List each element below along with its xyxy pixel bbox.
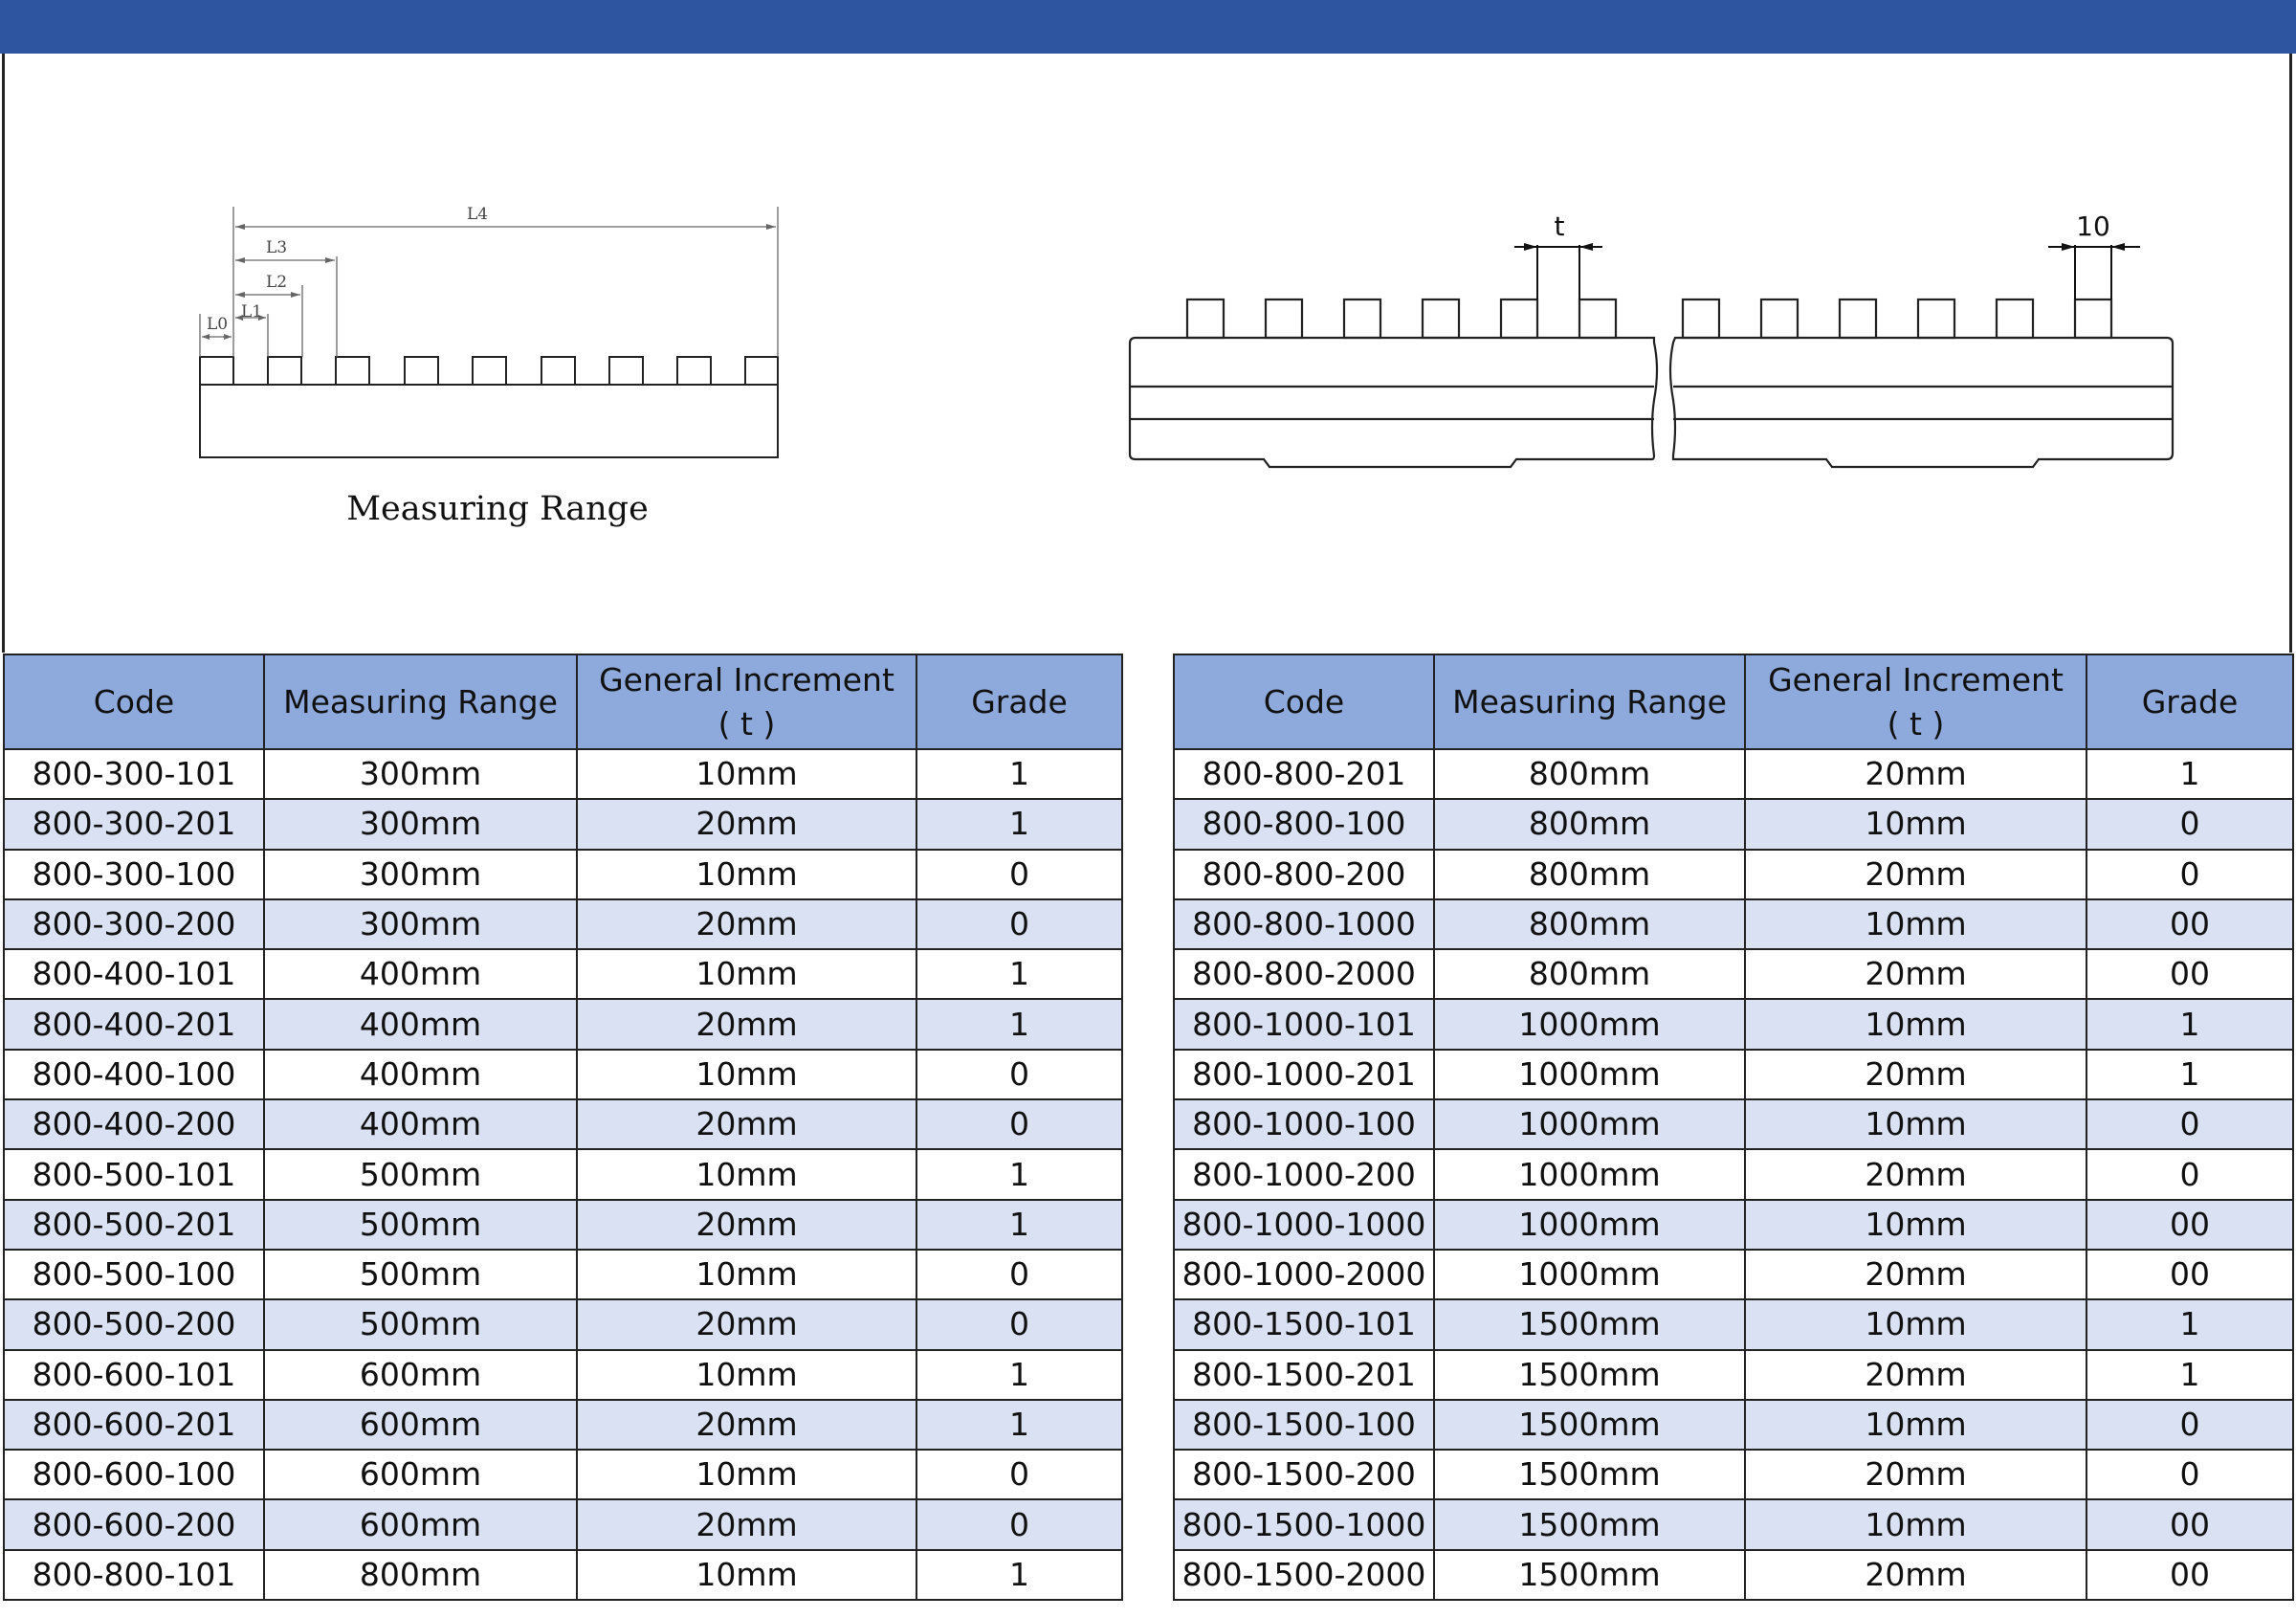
table-row (1174, 1450, 2293, 1499)
table-row (4, 1450, 1122, 1499)
cell-code: 800-500-101 (4, 1149, 264, 1199)
cell-measuring-range: 600mm (264, 1499, 577, 1549)
cell-increment: 10mm (577, 1250, 916, 1299)
cell-code: 800-500-201 (4, 1200, 264, 1250)
cell-measuring-range: 300mm (264, 850, 577, 899)
cell-grade: 1 (2086, 749, 2293, 799)
measuring-range-diagram (200, 357, 778, 457)
header-general-increment-label: General Increment (1768, 660, 2064, 698)
dim-label-l3: L3 (265, 238, 288, 257)
diagram-caption: Measuring Range (346, 490, 649, 528)
cell-code: 800-800-1000 (1174, 899, 1434, 949)
cell-measuring-range: 1000mm (1434, 1149, 1745, 1199)
cell-measuring-range: 1000mm (1434, 1050, 1745, 1099)
scale-bar-diagram (1130, 299, 2173, 467)
cell-grade: 0 (916, 1299, 1122, 1349)
cell-grade: 0 (916, 1499, 1122, 1549)
cell-increment: 10mm (1745, 799, 2086, 849)
cell-code: 800-500-100 (4, 1250, 264, 1299)
header-general-increment-label: General Increment (599, 660, 894, 698)
cell-measuring-range: 800mm (1434, 949, 1745, 999)
table-row (4, 1350, 1122, 1400)
cell-increment: 20mm (577, 999, 916, 1049)
cell-increment: 10mm (577, 749, 916, 799)
cell-grade: 0 (916, 1099, 1122, 1149)
cell-measuring-range: 600mm (264, 1400, 577, 1450)
cell-increment: 10mm (1745, 1099, 2086, 1149)
header-measuring-range: Measuring Range (264, 654, 577, 749)
cell-increment: 10mm (1745, 1499, 2086, 1549)
cell-measuring-range: 1500mm (1434, 1350, 1745, 1400)
cell-code: 800-800-200 (1174, 850, 1434, 899)
cell-grade: 00 (2086, 1550, 2293, 1600)
header-bar (0, 0, 2296, 54)
table-row (1174, 1050, 2293, 1099)
header-increment-unit: ( t ) (718, 704, 776, 743)
cell-increment: 20mm (577, 899, 916, 949)
dim-label-l4: L4 (466, 205, 489, 224)
cell-code: 800-1500-200 (1174, 1450, 1434, 1499)
cell-code: 800-1000-2000 (1174, 1250, 1434, 1299)
cell-code: 800-1500-2000 (1174, 1550, 1434, 1600)
cell-grade: 1 (916, 1550, 1122, 1600)
diagram-area (2, 54, 2292, 653)
table-row (4, 1099, 1122, 1149)
cell-grade: 1 (916, 999, 1122, 1049)
table-row (1174, 1200, 2293, 1250)
cell-measuring-range: 800mm (1434, 799, 1745, 849)
cell-code: 800-1500-1000 (1174, 1499, 1434, 1549)
cell-code: 800-800-100 (1174, 799, 1434, 849)
table-row (1174, 1550, 2293, 1600)
dim-label-t: t (1554, 211, 1565, 242)
cell-increment: 10mm (577, 1149, 916, 1199)
table-row (4, 1250, 1122, 1299)
cell-grade: 0 (2086, 850, 2293, 899)
cell-grade: 00 (2086, 949, 2293, 999)
cell-measuring-range: 1000mm (1434, 999, 1745, 1049)
cell-measuring-range: 1500mm (1434, 1499, 1745, 1549)
cell-code: 800-400-200 (4, 1099, 264, 1149)
cell-increment: 20mm (577, 799, 916, 849)
cell-code: 800-600-200 (4, 1499, 264, 1549)
spec-table-left (3, 654, 1123, 1601)
cell-code: 800-1000-201 (1174, 1050, 1434, 1099)
table-row (1174, 1400, 2293, 1450)
cell-increment: 20mm (1745, 949, 2086, 999)
cell-increment: 20mm (577, 1499, 916, 1549)
cell-code: 800-1500-100 (1174, 1400, 1434, 1450)
header-general-increment (577, 654, 916, 749)
header-measuring-range: Measuring Range (1434, 654, 1745, 749)
cell-grade: 1 (916, 1400, 1122, 1450)
dimension-arrows (202, 224, 776, 340)
table-row (4, 949, 1122, 999)
cell-grade: 0 (916, 1250, 1122, 1299)
table-row (1174, 949, 2293, 999)
table-row (4, 850, 1122, 899)
table-row (4, 1050, 1122, 1099)
cell-code: 800-800-201 (1174, 749, 1434, 799)
cell-measuring-range: 1000mm (1434, 1200, 1745, 1250)
cell-measuring-range: 1500mm (1434, 1400, 1745, 1450)
table-row (4, 899, 1122, 949)
cell-increment: 20mm (577, 1299, 916, 1349)
table-row (1174, 1149, 2293, 1199)
cell-grade: 0 (916, 850, 1122, 899)
cell-increment: 20mm (1745, 749, 2086, 799)
cell-increment: 20mm (1745, 1550, 2086, 1600)
cell-measuring-range: 500mm (264, 1299, 577, 1349)
header-grade: Grade (916, 654, 1122, 749)
table-row (1174, 1499, 2293, 1549)
cell-increment: 20mm (1745, 850, 2086, 899)
cell-increment: 10mm (1745, 999, 2086, 1049)
dim-label-10: 10 (2076, 211, 2110, 242)
cell-measuring-range: 400mm (264, 949, 577, 999)
table-row (4, 999, 1122, 1049)
cell-measuring-range: 600mm (264, 1350, 577, 1400)
scale-diagrams (5, 54, 2289, 653)
cell-grade: 00 (2086, 1499, 2293, 1549)
cell-increment: 10mm (577, 1450, 916, 1499)
cell-increment: 20mm (1745, 1350, 2086, 1400)
cell-grade: 00 (2086, 1200, 2293, 1250)
spec-table-right (1173, 654, 2294, 1601)
cell-measuring-range: 1500mm (1434, 1450, 1745, 1499)
cell-grade: 0 (2086, 799, 2293, 849)
table-row (4, 1550, 1122, 1600)
cell-increment: 10mm (1745, 1400, 2086, 1450)
table-row (1174, 749, 2293, 799)
cell-grade: 1 (916, 1200, 1122, 1250)
cell-increment: 20mm (1745, 1149, 2086, 1199)
cell-code: 800-800-101 (4, 1550, 264, 1600)
table-row (4, 749, 1122, 799)
cell-measuring-range: 800mm (1434, 850, 1745, 899)
cell-measuring-range: 1500mm (1434, 1550, 1745, 1600)
cell-increment: 10mm (1745, 1299, 2086, 1349)
cell-code: 800-600-100 (4, 1450, 264, 1499)
cell-measuring-range: 400mm (264, 999, 577, 1049)
table-row (1174, 999, 2293, 1049)
cell-measuring-range: 500mm (264, 1250, 577, 1299)
cell-increment: 20mm (1745, 1250, 2086, 1299)
cell-code: 800-800-2000 (1174, 949, 1434, 999)
cell-code: 800-600-101 (4, 1350, 264, 1400)
cell-grade: 1 (916, 949, 1122, 999)
cell-code: 800-1000-101 (1174, 999, 1434, 1049)
table-row (1174, 899, 2293, 949)
cell-measuring-range: 500mm (264, 1200, 577, 1250)
cell-increment: 10mm (1745, 1200, 2086, 1250)
dim-label-l1: L1 (240, 302, 263, 321)
cell-code: 800-300-200 (4, 899, 264, 949)
cell-grade: 0 (916, 899, 1122, 949)
table-row (4, 1499, 1122, 1549)
cell-increment: 10mm (1745, 899, 2086, 949)
cell-increment: 20mm (577, 1099, 916, 1149)
cell-grade: 1 (916, 1149, 1122, 1199)
cell-measuring-range: 1500mm (1434, 1299, 1745, 1349)
cell-code: 800-600-201 (4, 1400, 264, 1450)
cell-grade: 1 (2086, 1050, 2293, 1099)
table-row (4, 1149, 1122, 1199)
cell-measuring-range: 300mm (264, 899, 577, 949)
cell-grade: 0 (2086, 1450, 2293, 1499)
cell-measuring-range: 600mm (264, 1450, 577, 1499)
cell-grade: 1 (2086, 1299, 2293, 1349)
cell-grade: 0 (2086, 1099, 2293, 1149)
cell-increment: 20mm (1745, 1450, 2086, 1499)
cell-increment: 10mm (577, 850, 916, 899)
table-row (4, 799, 1122, 849)
cell-increment: 10mm (577, 949, 916, 999)
table-row (1174, 1250, 2293, 1299)
table-row (1174, 1299, 2293, 1349)
cell-grade: 0 (2086, 1149, 2293, 1199)
cell-measuring-range: 400mm (264, 1050, 577, 1099)
cell-grade: 00 (2086, 1250, 2293, 1299)
cell-increment: 20mm (1745, 1050, 2086, 1099)
cell-code: 800-300-201 (4, 799, 264, 849)
cell-code: 800-300-100 (4, 850, 264, 899)
cell-increment: 10mm (577, 1550, 916, 1600)
cell-code: 800-1500-201 (1174, 1350, 1434, 1400)
cell-grade: 1 (916, 1350, 1122, 1400)
cell-grade: 1 (2086, 1350, 2293, 1400)
cell-measuring-range: 400mm (264, 1099, 577, 1149)
table-row (1174, 799, 2293, 849)
cell-code: 800-500-200 (4, 1299, 264, 1349)
cell-grade: 1 (916, 749, 1122, 799)
cell-code: 800-300-101 (4, 749, 264, 799)
header-increment-unit: ( t ) (1887, 704, 1945, 743)
table-row (1174, 1099, 2293, 1149)
cell-code: 800-1500-101 (1174, 1299, 1434, 1349)
cell-code: 800-1000-1000 (1174, 1200, 1434, 1250)
cell-grade: 1 (2086, 999, 2293, 1049)
cell-grade: 1 (916, 799, 1122, 849)
cell-grade: 0 (916, 1050, 1122, 1099)
cell-grade: 00 (2086, 899, 2293, 949)
cell-grade: 0 (916, 1450, 1122, 1499)
cell-code: 800-1000-200 (1174, 1149, 1434, 1199)
cell-measuring-range: 300mm (264, 799, 577, 849)
header-grade: Grade (2086, 654, 2293, 749)
table-row (4, 1400, 1122, 1450)
table-header-row (1174, 654, 2293, 749)
cell-increment: 10mm (577, 1350, 916, 1400)
cell-measuring-range: 800mm (1434, 749, 1745, 799)
cell-measuring-range: 1000mm (1434, 1099, 1745, 1149)
cell-increment: 10mm (577, 1050, 916, 1099)
table-row (4, 1299, 1122, 1349)
increment-arrows (1524, 243, 2125, 251)
cell-measuring-range: 800mm (1434, 899, 1745, 949)
increment-dimensions (1514, 245, 2140, 299)
dim-label-l2: L2 (265, 273, 288, 292)
table-header-row (4, 654, 1122, 749)
cell-measuring-range: 300mm (264, 749, 577, 799)
table-row (1174, 1350, 2293, 1400)
table-row (1174, 850, 2293, 899)
cell-increment: 20mm (577, 1400, 916, 1450)
table-row (4, 1200, 1122, 1250)
cell-grade: 0 (2086, 1400, 2293, 1450)
cell-code: 800-400-201 (4, 999, 264, 1049)
header-code: Code (4, 654, 264, 749)
cell-measuring-range: 500mm (264, 1149, 577, 1199)
cell-increment: 20mm (577, 1200, 916, 1250)
dim-label-l0: L0 (206, 315, 229, 334)
cell-code: 800-400-100 (4, 1050, 264, 1099)
header-code: Code (1174, 654, 1434, 749)
cell-code: 800-1000-100 (1174, 1099, 1434, 1149)
header-general-increment (1745, 654, 2086, 749)
cell-measuring-range: 800mm (264, 1550, 577, 1600)
cell-measuring-range: 1000mm (1434, 1250, 1745, 1299)
cell-code: 800-400-101 (4, 949, 264, 999)
